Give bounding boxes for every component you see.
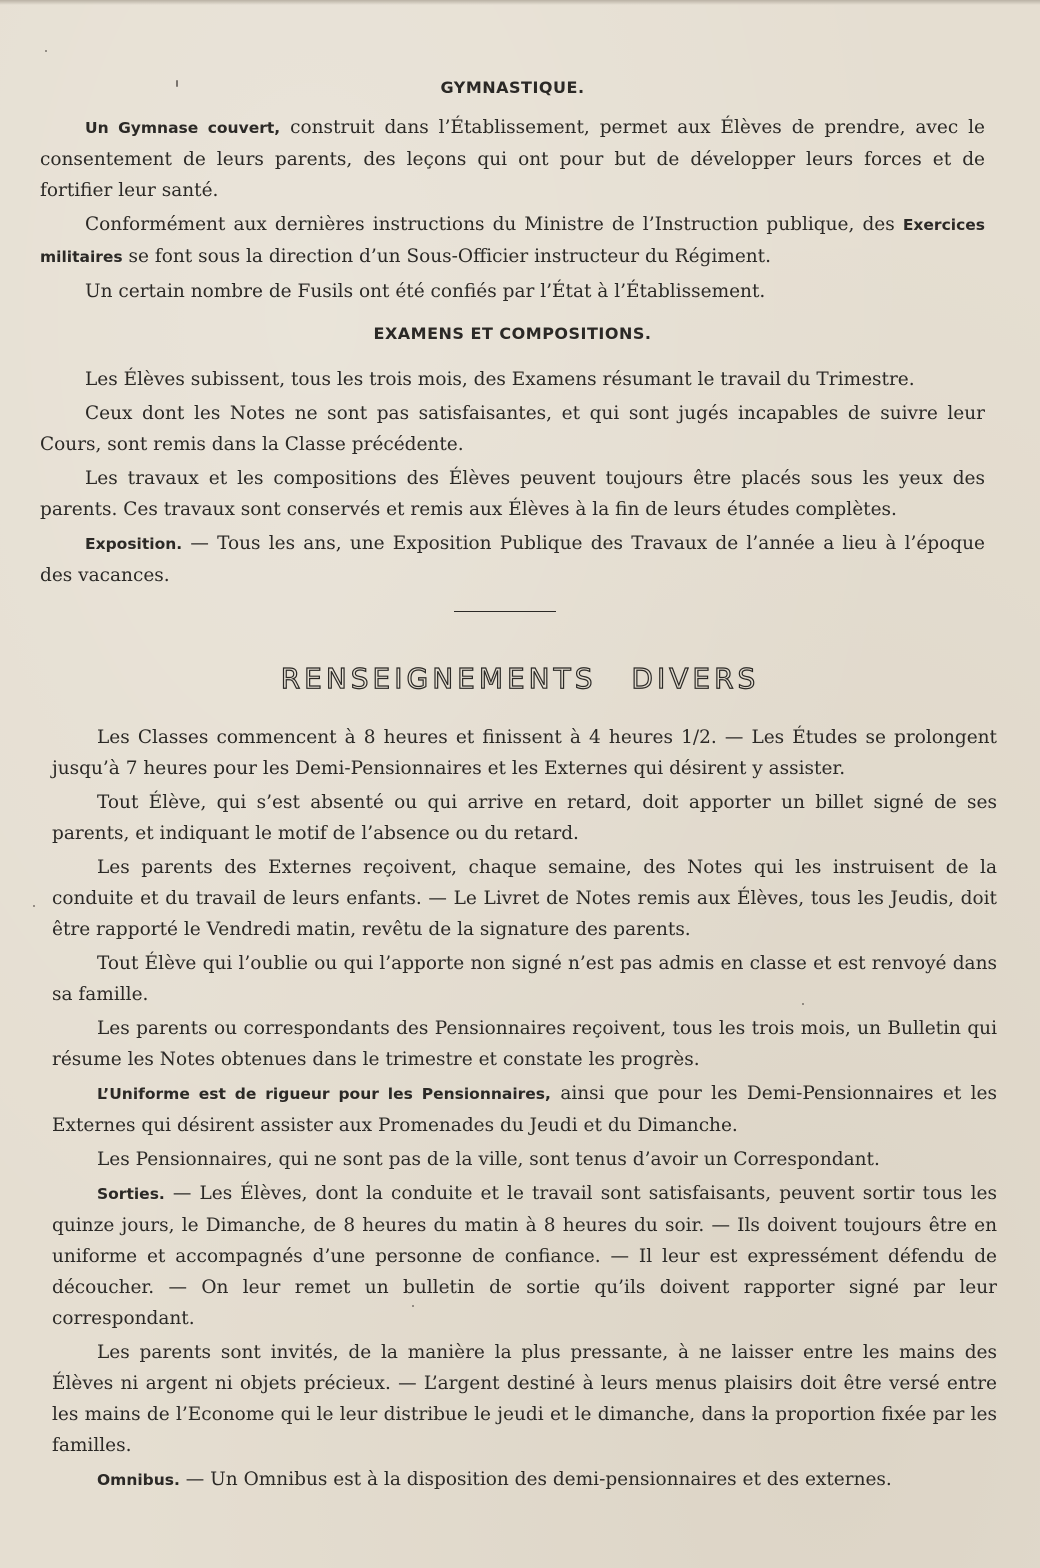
paragraph: Tout Élève, qui s’est absenté ou qui arrive en retard, doit apporter un billet signé de ses parents, et indiquant le motif de l’absence ou du retard. — [52, 792, 997, 844]
section-renseignements — [52, 722, 997, 1496]
paragraph-text: ainsi que pour les Demi-Pensionnaires et les Externes qui désirent assister aux Promenades du Jeudi et du Dimanche. — [52, 1083, 997, 1136]
paragraph: Les parents des Externes reçoivent, chaque semaine, des Notes qui les instruisent de la conduite et du travail de leurs enfants. — Le Livret de Notes remis aux Élèves, tous les Jeudis, doit être rapporté le Vendredi matin, revêtu de la signature des parents. — [52, 857, 997, 940]
paragraph-lead: Omnibus. — [97, 1471, 180, 1489]
paragraph: Les Pensionnaires, qui ne sont pas de la ville, sont tenus d’avoir un Correspondant. — [97, 1149, 880, 1170]
paragraph — [40, 209, 985, 273]
paragraph-lead: Exposition. — [85, 535, 183, 553]
section-examens — [40, 364, 985, 591]
paragraph: Les Classes commencent à 8 heures et finissent à 4 heures 1/2. — Les Études se prolongent jusqu’à 7 heures pour les Demi-Pensionnaires et les Externes qui désirent y assister. — [52, 727, 997, 779]
paragraph — [52, 1078, 997, 1141]
paragraph-text: — Un Omnibus est à la disposition des demi-pensionnaires et des externes. — [179, 1469, 892, 1490]
paragraph — [52, 1178, 997, 1334]
paragraph-lead: Un Gymnase couvert, — [85, 119, 281, 137]
paragraph-text: Conformément aux dernières instructions du Ministre de l’Instruction publique, des — [85, 214, 903, 235]
paragraph — [52, 1464, 997, 1496]
paragraph: Les travaux et les compositions des Élèves peuvent toujours être placés sous les yeux des parents. Ces travaux sont conservés et remis aux Élèves à la fin de leurs études complètes. — [40, 468, 985, 520]
paragraph — [40, 112, 985, 206]
section-divider — [454, 611, 556, 612]
paragraph: Les Élèves subissent, tous les trois mois, des Examens résumant le travail du Trimestre. — [85, 369, 915, 390]
section-title-renseignements: RENSEIGNEMENTS DIVERS — [280, 662, 760, 695]
paragraph: Les parents ou correspondants des Pensionnaires reçoivent, tous les trois mois, un Bulletin qui résume les Notes obtenues dans le trimestre et constate les progrès. — [52, 1018, 997, 1070]
paragraph-text: se font sous la direction d’un Sous-Officier instructeur du Régiment. — [122, 246, 771, 267]
section-gymnastique — [40, 112, 985, 307]
paragraph-text: construit dans l’Établissement, permet aux Élèves de prendre, avec le consentement de leurs parents, des leçons qui ont pour but de développer leurs forces et de fortifier leur santé. — [40, 117, 985, 201]
paragraph: Ceux dont les Notes ne sont pas satisfaisantes, et qui sont jugés incapables de suivre leur Cours, sont remis dans la Classe précédente. — [40, 403, 985, 455]
section-title-gymnastique: GYMNASTIQUE. — [440, 78, 585, 97]
paragraph: Les parents sont invités, de la manière la plus pressante, à ne laisser entre les mains des Élèves ni argent ni objets précieux. — L’argent destiné à leurs menus plaisirs doit être versé entre les mains de l’Econome qui le leur distribue le jeudi et le dimanche, dans la proportion fixée par les familles. — [52, 1342, 997, 1456]
paragraph-lead: L’Uniforme est de rigueur pour les Pensionnaires, — [97, 1085, 551, 1103]
section-title-examens: EXAMENS ET COMPOSITIONS. — [373, 324, 652, 343]
paragraph-text: — Tous les ans, une Exposition Publique des Travaux de l’année a lieu à l’époque des vacances. — [40, 533, 985, 586]
paragraph-lead: Sorties. — [97, 1185, 165, 1203]
paper-top-edge — [0, 0, 1040, 5]
paragraph — [40, 528, 985, 591]
paragraph: Tout Élève qui l’oublie ou qui l’apporte non signé n’est pas admis en classe et est renvoyé dans sa famille. — [52, 953, 997, 1005]
paragraph-lead: Exercices militaires — [40, 216, 985, 266]
paragraph: Un certain nombre de Fusils ont été confiés par l’État à l’Établissement. — [85, 281, 766, 302]
paragraph-text: — Les Élèves, dont la conduite et le travail sont satisfaisants, peuvent sortir tous les quinze jours, le Dimanche, de 8 heures du matin à 8 heures du soir. — Ils doivent toujours être en uniforme et accompagnés d’une personne de confiance. — Il leur est expressément défendu de découcher. — On leur remet un bulletin de sortie qu’ils doivent rapporter signé par leur correspondant. — [52, 1183, 997, 1329]
